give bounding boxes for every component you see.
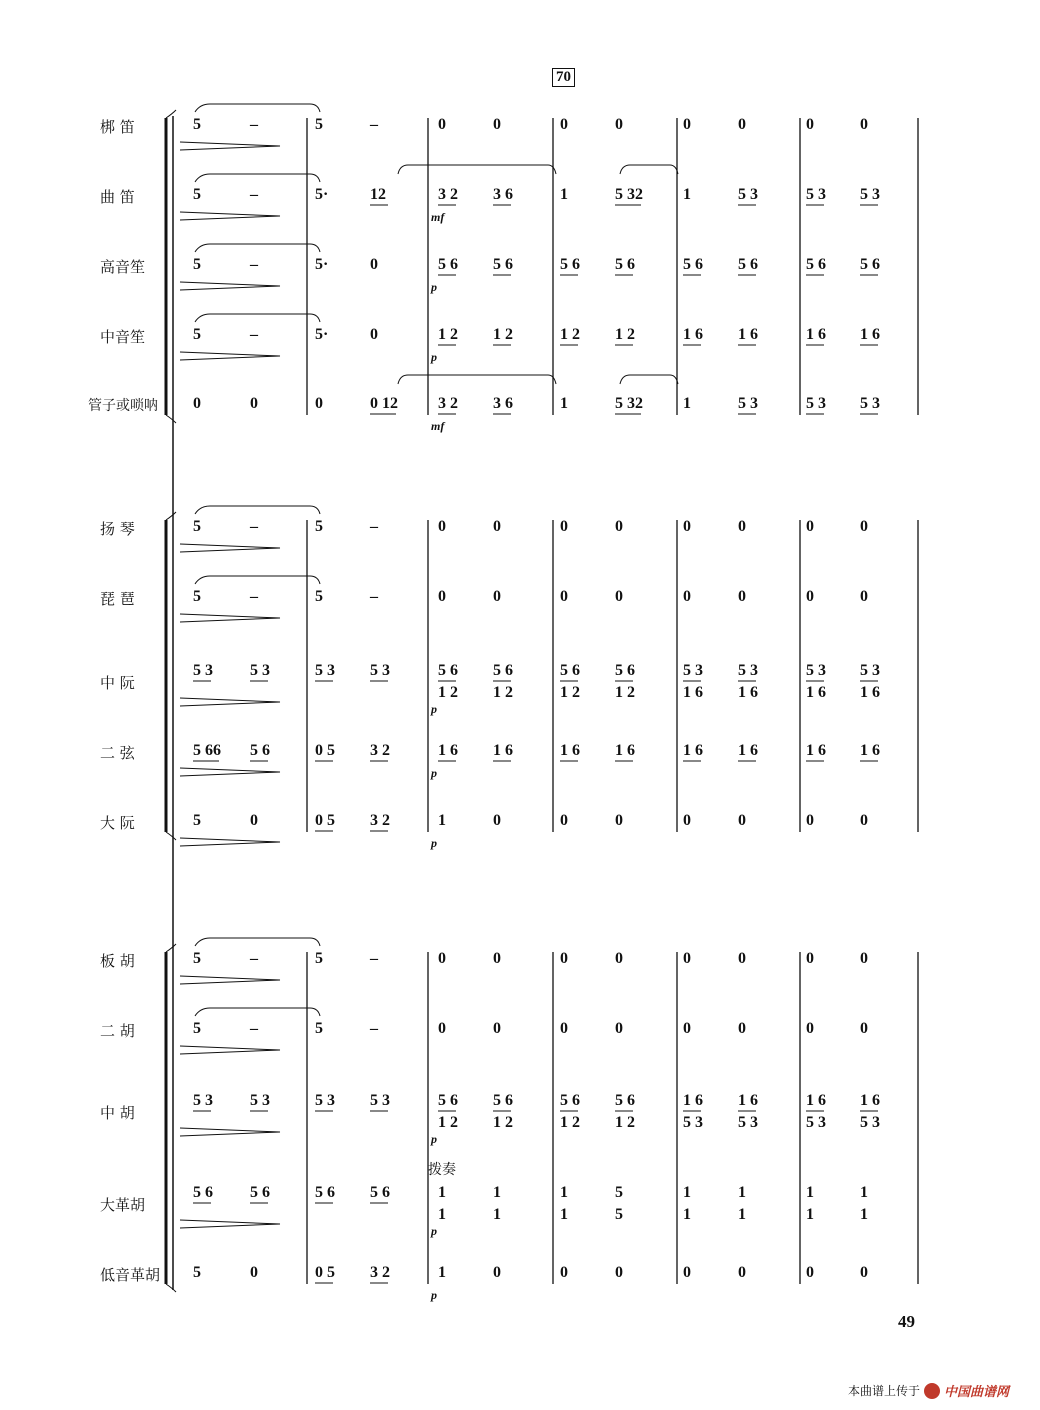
- instrument-name: 曲 笛: [100, 188, 135, 206]
- dynamic-mark: p: [431, 1224, 437, 1238]
- note: 0: [370, 256, 378, 273]
- note: 0: [683, 812, 691, 829]
- note: 0: [860, 588, 868, 605]
- note-lower: 5 3: [738, 1114, 758, 1131]
- dynamic-mark: p: [431, 836, 437, 850]
- note: 5 32: [615, 186, 643, 203]
- note: –: [250, 326, 258, 343]
- slur: [398, 165, 556, 174]
- decrescendo-hairpin: [180, 1046, 280, 1054]
- note-lower: 5: [615, 1206, 623, 1223]
- note: 0: [193, 395, 201, 412]
- note: 0: [806, 950, 814, 967]
- note: 0: [493, 1264, 501, 1281]
- note: 1: [806, 1184, 814, 1201]
- decrescendo-hairpin: [180, 768, 280, 776]
- note: 5: [193, 588, 201, 605]
- note: 5 3: [315, 662, 335, 679]
- note: 0: [860, 812, 868, 829]
- note: 0: [738, 1264, 746, 1281]
- note: 5 6: [860, 256, 880, 273]
- note: 0: [493, 116, 501, 133]
- note: 3 2: [438, 186, 458, 203]
- note-lower: 1 6: [738, 684, 758, 701]
- instrument-name: 管子或唢呐: [88, 398, 158, 414]
- dynamic-mark: p: [431, 1132, 437, 1146]
- note: 5 6: [493, 662, 513, 679]
- note-lower: 1 6: [806, 684, 826, 701]
- note: 1: [683, 395, 691, 412]
- decrescendo-hairpin: [180, 352, 280, 360]
- note-lower: 5 3: [683, 1114, 703, 1131]
- note: 0: [738, 116, 746, 133]
- note: 1 6: [683, 326, 703, 343]
- note: 5: [315, 950, 323, 967]
- note: 5 3: [738, 186, 758, 203]
- note: 1 6: [860, 326, 880, 343]
- note-lower: 1: [683, 1206, 691, 1223]
- note: 5: [193, 812, 201, 829]
- decrescendo-hairpin: [180, 1128, 280, 1136]
- note: 0: [560, 518, 568, 535]
- note: 5: [193, 256, 201, 273]
- note: 1: [560, 186, 568, 203]
- note: 1 6: [438, 742, 458, 759]
- note: 0: [806, 1264, 814, 1281]
- note: 1 2: [493, 326, 513, 343]
- note: 5: [315, 1020, 323, 1037]
- note: –: [250, 1020, 258, 1037]
- footer: [848, 1381, 1009, 1400]
- slur: [398, 375, 556, 384]
- slur: [620, 165, 678, 174]
- note: 3 2: [370, 812, 390, 829]
- note: –: [250, 588, 258, 605]
- note: 1 6: [860, 1092, 880, 1109]
- note: 0: [683, 1264, 691, 1281]
- note: 1: [683, 186, 691, 203]
- instrument-name: 二 弦: [100, 744, 135, 762]
- instrument-name: 梆 笛: [100, 118, 135, 136]
- instrument-name: 中 胡: [100, 1104, 135, 1122]
- note: 0: [560, 812, 568, 829]
- note: 0: [438, 116, 446, 133]
- note: 1 2: [560, 326, 580, 343]
- tie: [195, 1008, 320, 1016]
- note: 5 6: [370, 1184, 390, 1201]
- note: 0: [493, 950, 501, 967]
- group-bracket-hook: [166, 512, 176, 520]
- note: 5 6: [438, 1092, 458, 1109]
- decrescendo-hairpin: [180, 976, 280, 984]
- decrescendo-hairpin: [180, 614, 280, 622]
- note: 5: [315, 518, 323, 535]
- note-lower: 1 6: [860, 684, 880, 701]
- dynamic-mark: p: [431, 350, 437, 364]
- instrument-name: 大 阮: [100, 814, 135, 832]
- instrument-name: 低音革胡: [100, 1266, 161, 1284]
- note-lower: 5 3: [860, 1114, 880, 1131]
- note: 0: [738, 1020, 746, 1037]
- note: 0: [493, 1020, 501, 1037]
- note: 5 3: [370, 1092, 390, 1109]
- dynamic-mark: mf: [431, 419, 445, 433]
- note: 5 6: [560, 256, 580, 273]
- note: 5 6: [438, 662, 458, 679]
- note: 0: [560, 1264, 568, 1281]
- note: 5 6: [493, 1092, 513, 1109]
- note: 5 6: [193, 1184, 213, 1201]
- tie: [195, 314, 320, 322]
- note: 5·: [315, 326, 329, 343]
- note: 1: [438, 812, 446, 829]
- note-lower: 1: [493, 1206, 501, 1223]
- note: 5: [615, 1184, 623, 1201]
- note: 5: [193, 1020, 201, 1037]
- note: 1: [560, 1184, 568, 1201]
- tie: [195, 104, 320, 112]
- note: –: [370, 950, 378, 967]
- note: 0: [683, 116, 691, 133]
- note: 0: [615, 1264, 623, 1281]
- decrescendo-hairpin: [180, 544, 280, 552]
- decrescendo-hairpin: [180, 1220, 280, 1228]
- note: 5 6: [738, 256, 758, 273]
- note: 5 3: [860, 395, 880, 412]
- note-lower: 1 2: [438, 1114, 458, 1131]
- instrument-name: 扬 琴: [100, 520, 135, 538]
- note-lower: 1 2: [493, 684, 513, 701]
- instrument-name: 高音笙: [100, 258, 146, 276]
- note-lower: 1 2: [438, 684, 458, 701]
- note-lower: 1 6: [683, 684, 703, 701]
- tie: [195, 576, 320, 584]
- note: 0: [738, 588, 746, 605]
- note: 0: [806, 1020, 814, 1037]
- note-lower: 1: [560, 1206, 568, 1223]
- note: 1: [683, 1184, 691, 1201]
- note: 0: [615, 518, 623, 535]
- note-lower: 1 2: [560, 684, 580, 701]
- note: 5: [193, 518, 201, 535]
- note-lower: 1: [860, 1206, 868, 1223]
- group-bracket-hook: [166, 944, 176, 952]
- note: 5 6: [250, 1184, 270, 1201]
- note-lower: 1 2: [615, 684, 635, 701]
- note: 0: [860, 518, 868, 535]
- dynamic-mark: p: [431, 280, 437, 294]
- dynamic-mark: p: [431, 702, 437, 716]
- note: 5: [193, 950, 201, 967]
- note: 0: [438, 950, 446, 967]
- note: 5 6: [438, 256, 458, 273]
- note: 0: [683, 588, 691, 605]
- note-lower: 1: [806, 1206, 814, 1223]
- note: 5 3: [860, 186, 880, 203]
- note: 1 2: [438, 326, 458, 343]
- note: 5 6: [615, 256, 635, 273]
- note: 0: [493, 812, 501, 829]
- instrument-name: 琵 琶: [100, 590, 135, 608]
- note: 0: [560, 588, 568, 605]
- note: 5 3: [738, 395, 758, 412]
- note-lower: 1 2: [560, 1114, 580, 1131]
- note: 0: [615, 588, 623, 605]
- note: 0: [615, 950, 623, 967]
- group-bracket-hook: [166, 832, 176, 840]
- note: 1 6: [615, 742, 635, 759]
- note: 5 3: [370, 662, 390, 679]
- note: 3 2: [370, 1264, 390, 1281]
- note: 0: [806, 518, 814, 535]
- note: 1 6: [738, 742, 758, 759]
- note: 0: [738, 518, 746, 535]
- note: 5 3: [738, 662, 758, 679]
- note: 5 3: [806, 662, 826, 679]
- note: 1 2: [615, 326, 635, 343]
- dynamic-mark: p: [431, 766, 437, 780]
- note: 5 6: [806, 256, 826, 273]
- note: 5 3: [315, 1092, 335, 1109]
- group-bracket-hook: [166, 1284, 176, 1292]
- note: 0: [560, 950, 568, 967]
- note: 0: [860, 950, 868, 967]
- note: 5: [193, 326, 201, 343]
- note: 5 3: [250, 662, 270, 679]
- note: –: [370, 116, 378, 133]
- note: 5: [193, 1264, 201, 1281]
- slur: [620, 375, 678, 384]
- note: 5 3: [193, 662, 213, 679]
- note: 5: [315, 588, 323, 605]
- instrument-name: 大革胡: [100, 1196, 146, 1214]
- pizzicato-label: 拨奏: [428, 1162, 456, 1178]
- note: 0: [438, 1020, 446, 1037]
- note: –: [370, 518, 378, 535]
- note: 1: [560, 395, 568, 412]
- instrument-name: 中音笙: [100, 328, 146, 346]
- note: 1 6: [738, 326, 758, 343]
- decrescendo-hairpin: [180, 838, 280, 846]
- note: 1 6: [493, 742, 513, 759]
- note: 0: [315, 395, 323, 412]
- note: 0: [860, 1264, 868, 1281]
- note: 5 3: [860, 662, 880, 679]
- note: 3 2: [438, 395, 458, 412]
- note: –: [370, 1020, 378, 1037]
- instrument-name: 二 胡: [100, 1022, 135, 1040]
- note: –: [250, 518, 258, 535]
- note: –: [250, 186, 258, 203]
- note: 1 6: [683, 742, 703, 759]
- note: 0: [860, 1020, 868, 1037]
- note-lower: 5 3: [806, 1114, 826, 1131]
- note-lower: 1 2: [615, 1114, 635, 1131]
- note: 0 5: [315, 1264, 335, 1281]
- note: 0 5: [315, 742, 335, 759]
- note: 5 6: [615, 1092, 635, 1109]
- note: 5 6: [683, 256, 703, 273]
- note: 0: [560, 1020, 568, 1037]
- footer-site-name[interactable]: 中国曲谱网: [944, 1385, 1010, 1400]
- note: 0: [250, 812, 258, 829]
- note: 5 6: [560, 662, 580, 679]
- decrescendo-hairpin: [180, 142, 280, 150]
- tie: [195, 938, 320, 946]
- note-lower: 1: [438, 1206, 446, 1223]
- page-number: 49: [898, 1312, 915, 1331]
- group-bracket-hook: [166, 415, 176, 423]
- note-lower: 1 2: [493, 1114, 513, 1131]
- decrescendo-hairpin: [180, 212, 280, 220]
- note: 3 6: [493, 186, 513, 203]
- note: –: [370, 588, 378, 605]
- note: 0: [615, 812, 623, 829]
- decrescendo-hairpin: [180, 282, 280, 290]
- instrument-name: 板 胡: [100, 952, 135, 970]
- note: 0 12: [370, 395, 398, 412]
- note: 5: [193, 116, 201, 133]
- note: 0: [615, 1020, 623, 1037]
- note: 0: [806, 588, 814, 605]
- note: 1 6: [738, 1092, 758, 1109]
- note-lower: 1: [738, 1206, 746, 1223]
- group-bracket-hook: [166, 110, 176, 118]
- tie: [195, 244, 320, 252]
- note: 5 6: [493, 256, 513, 273]
- tie: [195, 506, 320, 514]
- site-logo-icon: [924, 1383, 940, 1399]
- note: 1: [860, 1184, 868, 1201]
- instrument-name: 中 阮: [100, 674, 135, 692]
- note: 0: [683, 518, 691, 535]
- note: 3 6: [493, 395, 513, 412]
- note: 5 3: [683, 662, 703, 679]
- note: 5 6: [250, 742, 270, 759]
- note: 0: [438, 588, 446, 605]
- note: 12: [370, 186, 386, 203]
- note: 1 6: [806, 742, 826, 759]
- note: 0: [860, 116, 868, 133]
- tie: [195, 174, 320, 182]
- note: 1 6: [560, 742, 580, 759]
- footer-upload-text: 本曲谱上传于: [848, 1384, 921, 1398]
- note: –: [250, 116, 258, 133]
- note: 1: [493, 1184, 501, 1201]
- note: 5 66: [193, 742, 221, 759]
- dynamic-mark: p: [431, 1288, 437, 1302]
- note: 1: [738, 1184, 746, 1201]
- note: 5·: [315, 256, 329, 273]
- note: 1 6: [860, 742, 880, 759]
- note: 5 3: [806, 395, 826, 412]
- note: 0: [560, 116, 568, 133]
- note: 0: [615, 116, 623, 133]
- note: 0: [370, 326, 378, 343]
- note: 5·: [315, 186, 329, 203]
- note: 5 3: [250, 1092, 270, 1109]
- note: 0: [683, 950, 691, 967]
- note: 0: [493, 518, 501, 535]
- note: 5: [193, 186, 201, 203]
- note: 5 6: [560, 1092, 580, 1109]
- note: 0: [806, 812, 814, 829]
- note: 1 6: [806, 326, 826, 343]
- note: –: [250, 256, 258, 273]
- decrescendo-hairpin: [180, 698, 280, 706]
- note: 1 6: [683, 1092, 703, 1109]
- note: 5 3: [193, 1092, 213, 1109]
- note: 5 32: [615, 395, 643, 412]
- note: 0: [806, 116, 814, 133]
- note: 1: [438, 1184, 446, 1201]
- note: 0: [438, 518, 446, 535]
- note: 5 6: [315, 1184, 335, 1201]
- note: 5 6: [615, 662, 635, 679]
- note: 5: [315, 116, 323, 133]
- note: 0: [738, 950, 746, 967]
- rehearsal-mark: 70: [552, 68, 575, 87]
- dynamic-mark: mf: [431, 210, 445, 224]
- note: 1 6: [806, 1092, 826, 1109]
- note: 0: [683, 1020, 691, 1037]
- note: 5 3: [806, 186, 826, 203]
- note: 0: [738, 812, 746, 829]
- note: 0: [493, 588, 501, 605]
- note: 0: [250, 1264, 258, 1281]
- note: –: [250, 950, 258, 967]
- note: 3 2: [370, 742, 390, 759]
- note: 0: [250, 395, 258, 412]
- note: 1: [438, 1264, 446, 1281]
- note: 0 5: [315, 812, 335, 829]
